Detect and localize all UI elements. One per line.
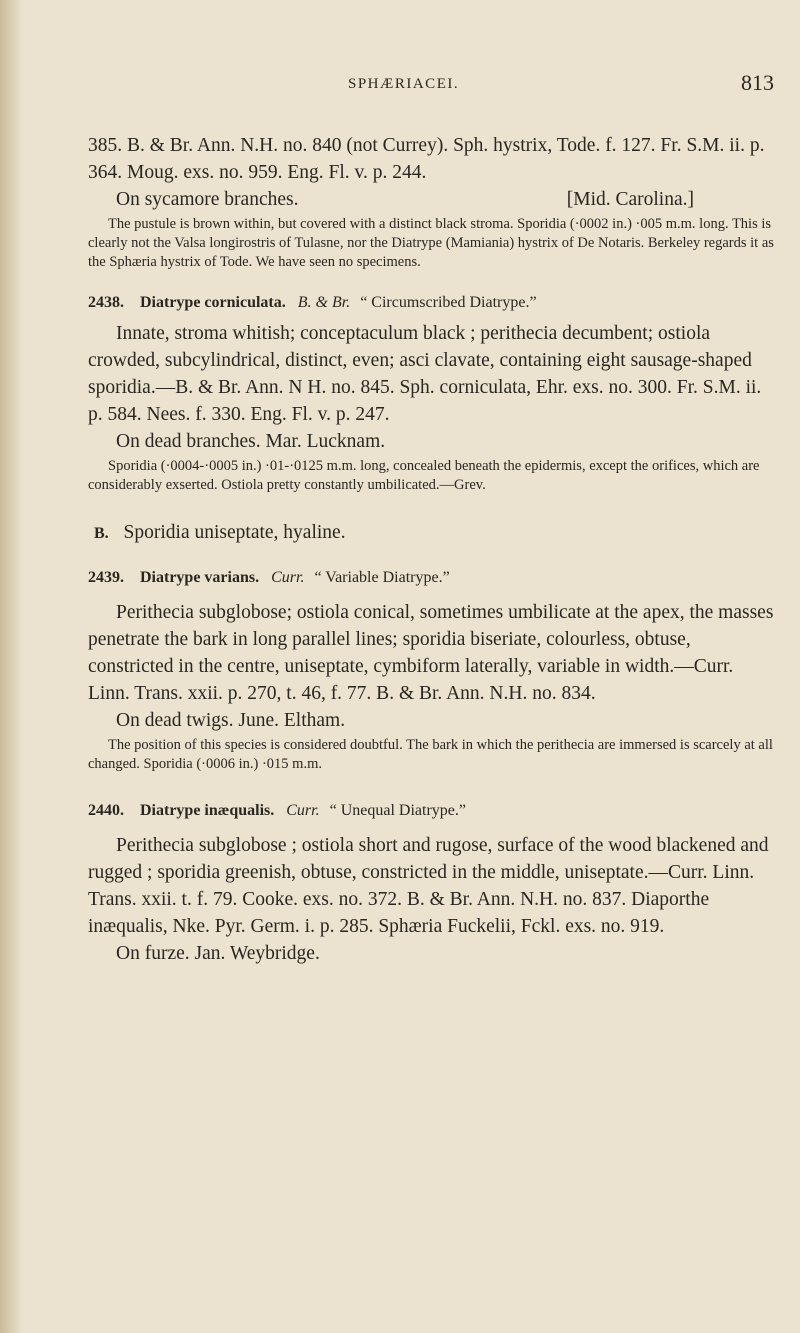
species-authority: Curr. — [286, 802, 320, 819]
entry-2438-habitat: On dead branches. Mar. Lucknam. — [116, 431, 386, 452]
entry-2438-note: Sporidia (·0004-·0005 in.) ·01-·0125 m.m. long, concealed beneath the epidermis, except the orifices, which are considerably exserted. Ostiola pretty constantly umbilicated.—Grev. — [88, 458, 760, 493]
species-authority: Curr. — [271, 569, 305, 586]
entry-2440-description: Perithecia subglobose ; ostiola short and rugose, surface of the wood blackened and rugged ; sporidia greenish, obtuse, constricted in the middle, uniseptate.—Curr. Linn. Trans. xxii. t. f. 79. Cooke. exs. no. 372. B. & Br. Ann. N.H. no. 837. Diaporthe inæqualis, Nke. Pyr. Germ. i. p. 285. Sphæria Fuckelii, Fckl. exs. no. 919. — [88, 835, 769, 937]
page-header — [88, 68, 774, 96]
entry-385-region: [Mid. Carolina.] — [566, 189, 694, 210]
species-name: Diatrype corniculata. — [140, 294, 286, 311]
entry-385-references: 385. B. & Br. Ann. N.H. no. 840 (not Currey). Sph. hystrix, Tode. f. 127. Fr. S.M. ii. p. 364. Moug. exs. no. 959. Eng. Fl. v. p. 244. — [88, 135, 765, 183]
entry-2438-description: Innate, stroma whitish; conceptaculum black ; perithecia decumbent; ostiola crowded, subcylindrical, distinct, even; asci clavate, containing eight sausage-shaped sporidia.—B. & Br. Ann. N H. no. 845. Sph. corniculata, Ehr. exs. no. 300. Fr. S.M. ii. p. 584. Nees. f. 330. Eng. Fl. v. p. 247. — [88, 323, 762, 425]
common-name: “ Variable Diatrype.” — [314, 569, 450, 586]
entry-2439-heading — [88, 567, 774, 589]
entry-2439-habitat: On dead twigs. June. Eltham. — [116, 710, 346, 731]
species-name: Diatrype inæqualis. — [140, 802, 275, 819]
common-name: “ Circumscribed Diatrype.” — [360, 294, 537, 311]
entry-385-note: The pustule is brown within, but covered with a distinct black stroma. Sporidia (·0002 in.) ·005 m.m. long. This is clearly not the Valsa longirostris of Tulasne, nor the Diatrype (Mamiania) hystrix of De Notaris. Berkeley regards it as the Sphæria hystrix of Tode. We have seen no specimens. — [88, 216, 774, 270]
entry-2438-heading — [88, 292, 774, 314]
page-number: 813 — [741, 70, 774, 95]
entry-385-habitat: On sycamore branches. — [116, 189, 299, 210]
section-heading — [88, 519, 774, 547]
common-name: “ Unequal Diatrype.” — [329, 802, 466, 819]
running-head: SPHÆRIACEI. — [348, 76, 460, 92]
entry-number: 2440. — [88, 802, 124, 819]
book-spine-shadow — [0, 0, 22, 1333]
entry-2439-note: The position of this species is considered doubtful. The bark in which the perithecia are immersed is scarcely at all changed. Sporidia (·0006 in.) ·015 m.m. — [88, 737, 773, 772]
species-name: Diatrype varians. — [140, 569, 260, 586]
section-letter: B. — [94, 525, 109, 542]
entry-385-habitat-line — [88, 186, 774, 213]
entry-2439-description: Perithecia subglobose; ostiola conical, sometimes umbilicate at the apex, the masses penetrate the bark in long parallel lines; sporidia biseriate, colourless, obtuse, constricted in the centre, uniseptate, cymbiform laterally, variable in width.—Curr. Linn. Trans. xxii. p. 270, t. 46, f. 77. B. & Br. Ann. N.H. no. 834. — [88, 602, 774, 704]
page-body — [88, 132, 774, 967]
entry-2440-habitat: On furze. Jan. Weybridge. — [116, 943, 320, 964]
entry-number: 2439. — [88, 569, 124, 586]
species-authority: B. & Br. — [297, 294, 351, 311]
entry-number: 2438. — [88, 294, 124, 311]
section-title: Sporidia uniseptate, hyaline. — [123, 522, 346, 543]
entry-2440-heading — [88, 800, 774, 822]
